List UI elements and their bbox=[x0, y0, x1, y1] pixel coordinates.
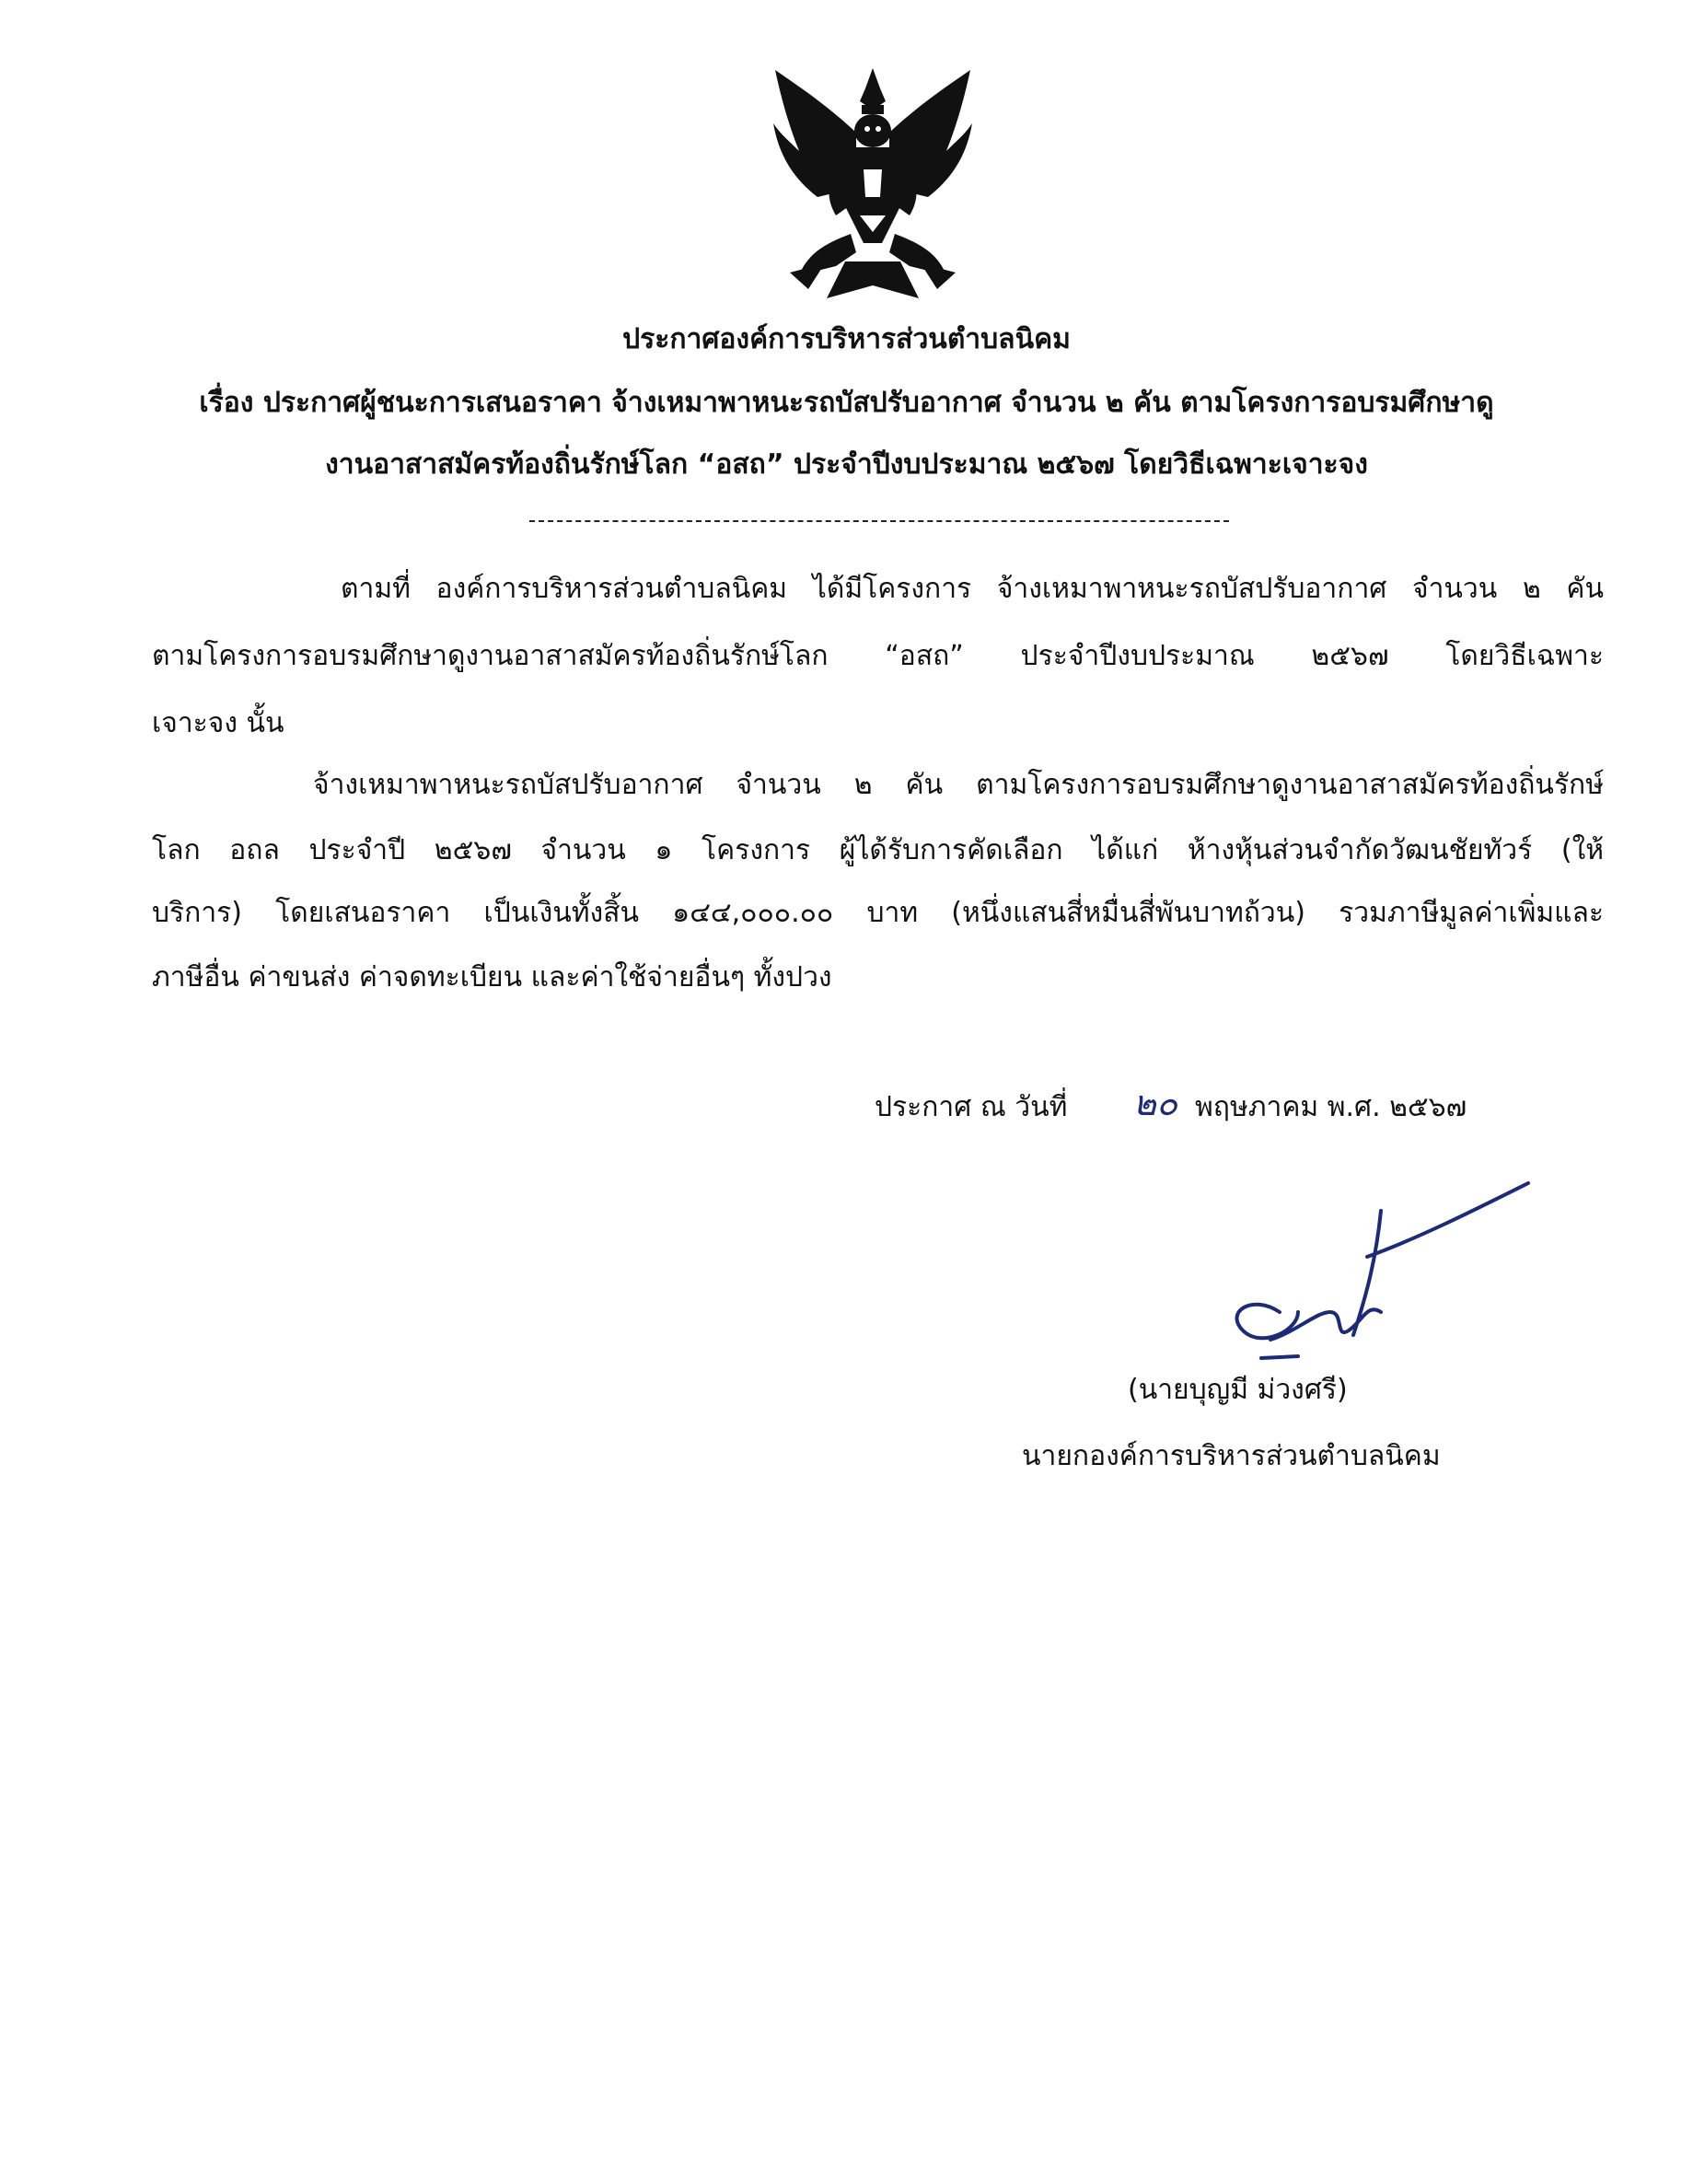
paragraph-1-line-2: ตามโครงการอบรมศึกษาดูงานอาสาสมัครท้องถิ่นรักษ์โลก “อสถ” ประจำปีงบประมาณ ๒๕๖๗ โดยวิธีเฉพาะ bbox=[152, 640, 1604, 672]
paragraph-1-line-3: เจาะจง นั้น bbox=[152, 707, 284, 739]
announcement-date-prefix: ประกาศ ณ วันที่ bbox=[875, 1091, 1068, 1123]
separator-rule bbox=[529, 520, 1229, 522]
signatory-name: (นายบุญมี ม่วงศรี) bbox=[1128, 1374, 1348, 1406]
subject-line-2: งานอาสาสมัครท้องถิ่นรักษ์โลก “อสถ” ประจำปีงบประมาณ ๒๕๖๗ โดยวิธีเฉพาะเจาะจง bbox=[325, 448, 1368, 481]
announcement-date-day: ๒๐ bbox=[1132, 1083, 1178, 1123]
org-heading: ประกาศองค์การบริหารส่วนตำบลนิคม bbox=[622, 323, 1071, 355]
paragraph-1-line-1: ตามที่ องค์การบริหารส่วนตำบลนิคม ได้มีโครงการ จ้างเหมาพาหนะรถบัสปรับอากาศ จำนวน ๒ คัน bbox=[341, 573, 1604, 605]
paragraph-2-line-4: ภาษีอื่น ค่าขนส่ง ค่าจดทะเบียน และค่าใช้จ่ายอื่นๆ ทั้งปวง bbox=[152, 961, 832, 993]
paragraph-2-line-1: จ้างเหมาพาหนะรถบัสปรับอากาศ จำนวน ๒ คัน ตามโครงการอบรมศึกษาดูงานอาสาสมัครท้องถิ่นรักษ์ bbox=[313, 769, 1604, 801]
announcement-date-suffix: พฤษภาคม พ.ศ. ๒๕๖๗ bbox=[1195, 1091, 1467, 1123]
signatory-title: นายกองค์การบริหารส่วนตำบลนิคม bbox=[1022, 1440, 1441, 1472]
subject-line-1: เรื่อง ประกาศผู้ชนะการเสนอราคา จ้างเหมาพาหนะรถบัสปรับอากาศ จำนวน ๒ คัน ตามโครงการอบรมศึกษาดู bbox=[199, 387, 1494, 419]
garuda-emblem-icon bbox=[771, 68, 974, 308]
paragraph-2-line-3: บริการ) โดยเสนอราคา เป็นเงินทั้งสิ้น ๑๔๔,๐๐๐.๐๐ บาท (หนึ่งแสนสี่หมื่นสี่พันบาทถ้วน) รวมภาษีมูลค่าเพิ่มและ bbox=[152, 897, 1604, 929]
paragraph-2-line-2: โลก อถล ประจำปี ๒๕๖๗ จำนวน ๑ โครงการ ผู้ได้รับการคัดเลือก ได้แก่ ห้างหุ้นส่วนจำกัดวัฒนชัยทัวร์ (ให้ bbox=[152, 834, 1604, 866]
